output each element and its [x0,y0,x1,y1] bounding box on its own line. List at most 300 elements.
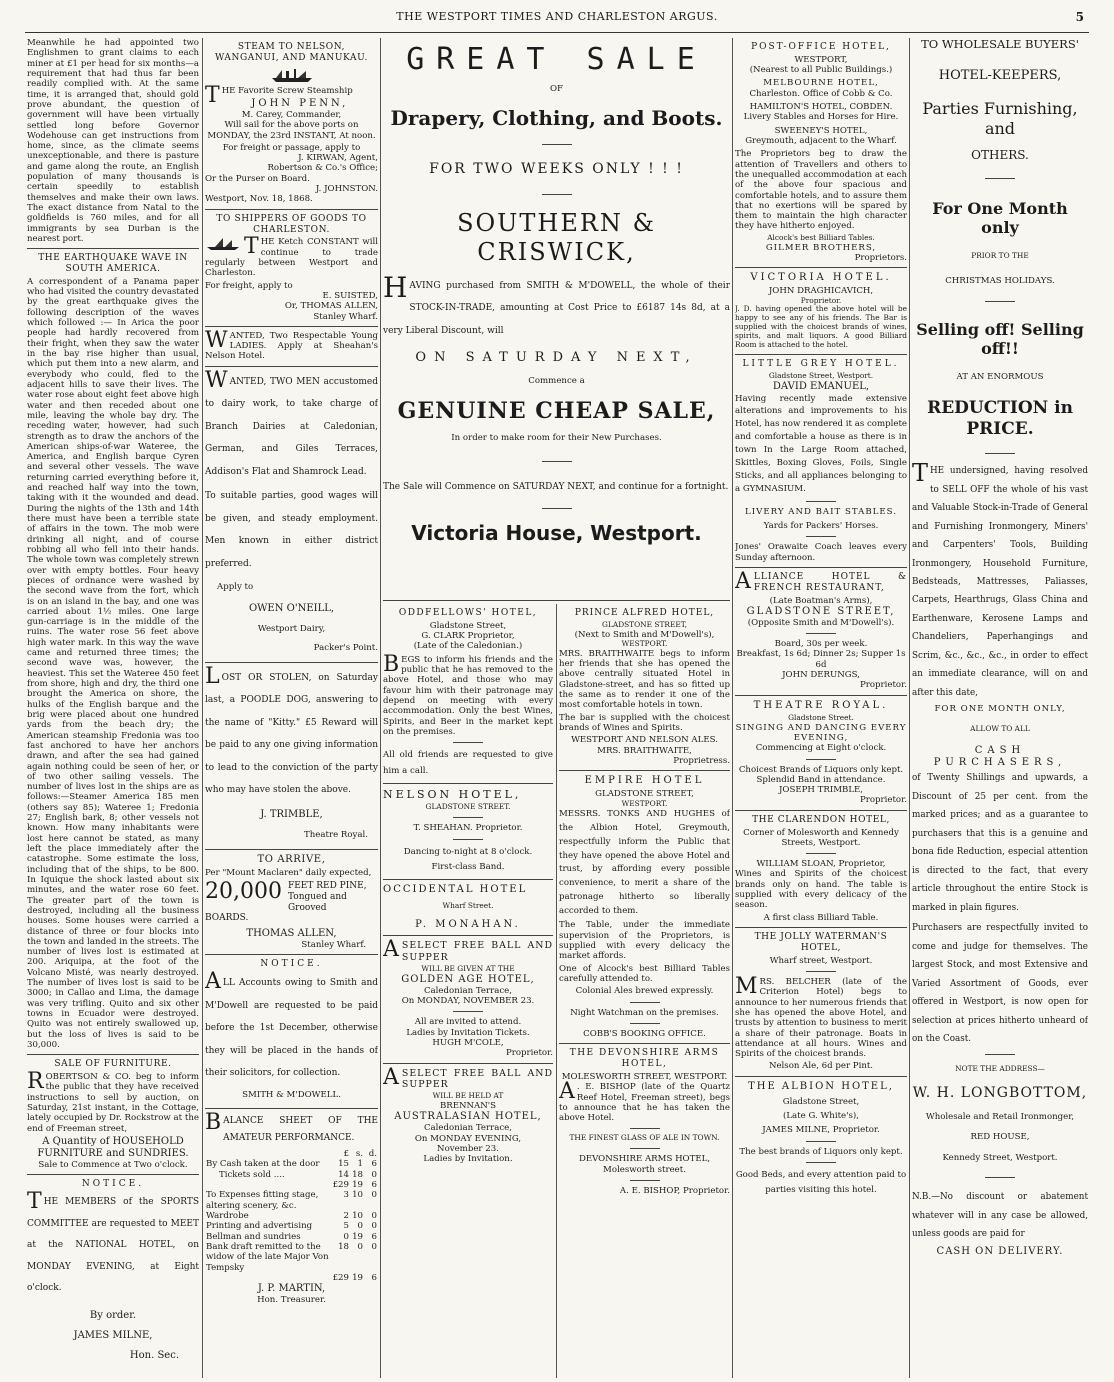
shillings: 19 [352,1231,363,1242]
divider [542,461,572,462]
prince-bar: The bar is supplied with the choicest brands of Wines and Spirits. [559,712,730,734]
column-divider [202,38,203,1378]
little-grey-street: Gladstone Street, Westport. [768,370,874,380]
alcock-billiard: Alcock's best Billiard Tables. [767,232,875,242]
sale-commence-text: The Sale will Commence on SATURDAY NEXT, and continue for a fortnight. [383,481,729,492]
column-3b [559,604,730,1378]
divider [630,1180,660,1181]
divider [542,144,572,145]
ironmonger-trade: Wholesale and Retail Ironmonger, [925,1112,1075,1123]
pence: 6 [371,1159,377,1170]
table-row [205,1211,378,1221]
table-row [205,1170,378,1180]
page-header [0,10,1114,32]
purser-line: Or the Purser on Board. [205,173,310,184]
for-one-month: FOR ONE MONTH ONLY, [934,704,1066,715]
invited-text: Purchasers are respectfully invited to come and judge for themselves. The largest Stock, and most Extensive and Varied Assortment of Goods, ever offered in Westport, is now open for selection at prices hitherto unheard of on the Coast. [912,923,1088,1045]
page-number: 5 [1075,10,1084,24]
pence: 0 [371,1241,377,1252]
albion-beds: Good Beds, and every attention paid to parties visiting this hotel. [735,1170,907,1196]
column-divider [909,38,910,1378]
row-label: By Cash taken at the door [206,1159,320,1170]
arrive-ship: Per "Mount Maclaren" daily expected, [205,867,372,878]
little-grey-text: Having recently made extensive alterations and improvements to his Hotel, has now rendered it as complete and comfortable a house as there is in town In the Large Room attached, Skittles, Boxing Gloves, Foils, Single Sticks, and all appliances belonging to a GYMNASIUM. [735,393,907,494]
earthquake-heading: THE EARTHQUAKE WAVE IN SOUTH AMERICA. [38,253,188,275]
clarendon-billiard: A first class Billiard Table. [763,912,879,923]
ball-given: WILL BE GIVEN AT THE [421,963,515,973]
prince-proprietor: MRS. BRAITHWAITE, [597,745,692,756]
drop-cap: M [735,973,758,999]
sports-notice-text: HE MEMBERS of the SPORTS COMMITTEE are requested to MEET at the NATIONAL HOTEL, on MONDAY EVENING, at Eight o'clock. [27,1197,199,1294]
table-row [205,1221,378,1231]
board-price: Board, 30s per week. [774,639,868,650]
two-weeks-line: FOR TWO WEEKS ONLY ! ! ! [429,161,684,178]
wanted-men-ad: WANTED, TWO MEN accustomed to dairy work, to take charge of Branch Dairies at Caledonian, German, and Giles Terraces, Addison's Flat and Shamrock Lead. [205,367,378,477]
ad-date: Westport, Nov. 18, 1868. [205,194,313,205]
advertiser-place: Stanley Wharf. [301,940,366,951]
furniture-ad [27,1069,199,1134]
drapery-title: Drapery, Clothing, and Boots. [390,106,723,131]
occidental-street: Wharf Street. [442,901,494,911]
derungs-name: JOHN DERUNGS, [782,670,860,681]
treasurer-role: Hon. Treasurer. [257,1295,326,1306]
cash-on-delivery: CASH ON DELIVERY. [936,1245,1064,1257]
kennedy-street: Kennedy Street, Westport. [942,1152,1058,1163]
reduction-in-price: REDUCTION in PRICE. [927,398,1073,439]
cobb-booking: COBB'S BOOKING OFFICE. [583,1028,706,1039]
devonshire-text: A . E. BISHOP (late of the Quartz Reef Hotel, Freeman street), begs to announce that he has taken the above Hotel. [559,1079,730,1124]
theatre-liquors: Choicest Brands of Liquors only kept. [738,764,904,775]
prince-street: GLADSTONE STREET, [602,619,687,629]
victoria-text: J. D. having opened the above hotel will be happy to see any of his friends. The Bar is supplied with the choicest brands of wines, spirits, and malt liquors. A good Billiard Room is attached to the hotel. [735,304,907,349]
shillings: 18 [352,1169,363,1180]
melbourne-hotel: MELBOURNE HOTEL, [763,78,879,89]
row-label: Printing and advertising [206,1221,313,1232]
prince-town: WESTPORT. [621,638,668,648]
divider [205,849,378,850]
advertiser-name: J. TRIMBLE, [260,808,323,820]
theatre-band: Splendid Band in attendance. [756,774,886,785]
devonshire-street: MOLESWORTH STREET, WESTPORT. [561,1071,728,1082]
little-grey-proprietor: DAVID EMANUEL, [772,380,870,392]
shillings: 0 [357,1241,363,1252]
enormous-label: AT AN ENORMOUS [956,372,1044,383]
ball-invitation: Ladies by Invitation. [423,1154,513,1165]
agent-name: Or, THOMAS ALLEN, [284,301,378,312]
drop-cap: A [383,1064,400,1090]
victoria-hotel-heading: VICTORIA HOTEL. [750,272,892,284]
divider [630,1128,660,1129]
oddfellows-heading: ODDFELLOWS' HOTEL, [398,608,538,618]
column-5 [912,38,1088,1378]
divider [806,1141,836,1142]
divider [559,770,730,771]
column-header: £ [343,1149,349,1160]
notice-signatory: SMITH & M'DOWELL. [242,1089,341,1100]
divider [453,742,483,743]
shillings: 19 [352,1180,363,1191]
prince-ales: WESTPORT AND NELSON ALES. [571,735,718,746]
others-label: OTHERS. [971,147,1029,162]
on-saturday: ON SATURDAY NEXT, [415,350,698,366]
jolly-street: Wharf street, Westport. [769,955,873,966]
divider [453,839,483,840]
advertiser-place: Theatre Royal. [304,829,368,840]
pence: 0 [371,1190,377,1201]
advertiser-name: THOMAS ALLEN, [246,928,337,940]
freight-line: For freight, apply to [205,280,293,291]
livery-stables: LIVERY AND BAIT STABLES. [745,506,897,517]
hotel-keepers: HOTEL-KEEPERS, [938,67,1062,83]
coach-text: Jones' Orawaite Coach leaves every Sunday afternoon. [735,542,907,563]
drop-cap: R [27,1069,44,1095]
furniture-heading: SALE OF FURNITURE. [54,1059,172,1070]
drop-cap: W [205,327,228,353]
divider [205,1108,378,1109]
shillings: 0 [357,1221,363,1232]
pounds: 3 [343,1190,349,1201]
empire-table: The Table, under the immediate supervision of the Proprietors, is supplied with every delicacy the market affords. [559,920,730,962]
hamiltons-hotel: HAMILTON'S HOTEL, COBDEN. [749,102,893,113]
ball-date: On MONDAY EVENING, [414,1133,522,1144]
table-row [205,1159,378,1169]
drop-cap: T [244,234,259,260]
column-header: d. [368,1149,377,1160]
divider [383,1063,553,1064]
genuine-sale-title: GENUINE CHEAP SALE, [397,398,716,425]
drop-cap: T [912,459,929,488]
divider [27,1174,199,1175]
divider [806,853,836,854]
agent-name: E. SUISTED, [322,290,378,301]
jolly-text: MRS. BELCHER (late of the Criterion Hotel) begs to announce to her numerous friends that she has opened the above Hotel, and trusts by attention to business to merit a share of their patronage. Boats in attendance at all hours. Wines and Spirits of the choicest brands. [735,973,907,1060]
pounds: 18 [338,1241,349,1252]
drop-cap: T [205,82,220,108]
steam-heading: STEAM TO NELSON, WANGANUI, AND MANUKAU. [215,42,368,63]
arrive-heading: TO ARRIVE, [257,853,326,865]
theatre-role: Proprietor. [859,795,907,806]
header-rule [25,32,1089,33]
nelson-street: GLADSTONE STREET. [425,802,511,812]
nb-text: N.B.—No discount or abatement whatever will in any case be allowed, unless goods are paid for [912,1192,1088,1240]
victoria-role: Proprietor. [800,295,842,305]
australasian-hotel: AUSTRALASIAN HOTEL, [394,1111,542,1123]
prince-text: MRS. BRAITHWAITE begs to inform her friends that she has opened the above centrally situated Hotel in Gladstone-street, and has so fitted up the same as to render it one of the most comfortable hotels in town. [559,648,730,711]
divider [985,1177,1015,1178]
longbottom-name: W. H. LONGBOTTOM, [912,1085,1088,1102]
one-month-only: For One Month only [932,199,1068,238]
oddfellows-street: Gladstone Street, [429,620,507,631]
little-grey-heading: LITTLE GREY HOTEL. [742,358,900,369]
divider [542,194,572,195]
divider [806,1162,836,1163]
row-label: Bank draft remitted to the widow of the late Major Von Tempsky [206,1241,329,1273]
notice-name: JAMES MILNE, [73,1330,153,1342]
melbourne-sub: Charleston. Office of Cobb & Co. [749,88,893,99]
table-row [205,1242,378,1273]
pounds: 14 [338,1169,349,1180]
oddfellows-late: (Late of the Caledonian.) [413,641,523,652]
agent-office: Robertson & Co.'s Office; [267,163,378,174]
divider [806,501,836,502]
pence: 6 [371,1231,377,1242]
theatre-singing: SINGING AND DANCING EVERY EVENING, [735,722,907,743]
note-address: NOTE THE ADDRESS— [955,1063,1045,1073]
row-label [205,1273,332,1283]
column-1 [27,38,199,1378]
brennans-label: BRENNAN'S [439,1101,497,1112]
row-label [205,1180,332,1190]
pounds: 5 [343,1221,349,1232]
drop-cap: W [205,367,228,393]
devonshire-heading: THE DEVONSHIRE ARMS HOTEL, [569,1048,720,1070]
table-header-row [205,1149,378,1159]
gilmer-brothers: GILMER BROTHERS, [765,242,877,253]
freight-line: For freight or passage, apply to [222,142,361,153]
divider [383,783,553,784]
ball-host: HUGH M'COLE, [432,1038,504,1049]
accounts-notice: ALL Accounts owing to Smith and M'Dowell are requested to be paid before the 1st December, otherwise they will be placed in the hands of their solicitors, for collection. [205,969,378,1079]
pounds: 0 [343,1231,349,1242]
devonshire-mstreet: Molesworth street. [603,1164,686,1175]
natal-article: Meanwhile he had appointed two Englishmen to grant claims to each miner at £1 per head for six months—a requirement that had thus far been readily complied with. At the same time, it is arranged that, should gold prove abundant, the question of government will have been virtually settled long before Governor Wodehouse can get instructions from home, since, as the climate seems unexceptionable, and there is pasture and game along the route, an English population of many thousands is certain speedily to establish themselves and make their own laws. The exact distance from Natal to the goldfields is 760 miles, and for all immigrants by sea Durban is the nearest port. [27,38,199,244]
oddfellows-text: BEGS to inform his friends and the public that he has removed to the above Hotel, and those who may favour him with their patronage may depend on meeting with every accommodation. Only the best Wines, Spirits, and Beer in the market kept on the premises. [383,651,553,737]
alliance-heading: ALLIANCE HOTEL & FRENCH RESTAURANT, [735,568,907,594]
ketch-ad: THE Ketch CONSTANT will continue to trade regularly between Westport and Charleston. [205,234,378,279]
post-town: WESTPORT, [794,54,848,65]
ball-tickets: Ladies by Invitation Tickets. [406,1027,530,1038]
arrive-pine [205,878,378,913]
jolly-ale: Nelson Ale, 6d per Pint. [768,1061,874,1072]
empire-watch: Night Watchman on the premises. [570,1007,719,1018]
divider [806,633,836,634]
ketch-icon [205,237,241,251]
drop-cap: A [383,937,400,963]
clarendon-address: Corner of Molesworth and Kennedy Streets, Westport. [743,827,899,848]
column-2 [205,38,378,1378]
divider [735,1076,907,1077]
parties-furnishing: Parties Furnishing, and [922,99,1078,138]
nelson-band: First-class Band. [431,862,505,873]
victoria-proprietor: JOHN DRAGHICAVICH, [768,286,874,297]
ball-invited: All are invited to attend. [414,1017,522,1028]
albion-heading: THE ALBION HOTEL, [748,1080,894,1092]
empire-town: WESTPORT. [621,798,668,808]
advertiser-place: Packer's Point. [313,642,378,653]
divider [27,1054,199,1055]
meal-prices: Breakfast, 1s 6d; Dinner 2s; Supper 1s 6d [736,649,906,670]
commander: M. Carey, Commander, [241,109,342,120]
sweeneys-hotel: SWEENEY'S HOTEL, [774,125,868,136]
row-label: Wardrobe [206,1210,249,1221]
notice-heading: NOTICE. [81,1179,145,1190]
divider [735,267,907,268]
devonshire-sign: A. E. BISHOP, Proprietor. [619,1185,730,1196]
divider [542,508,572,509]
post-office-heading: POST-OFFICE HOTEL, [751,42,891,52]
pounds: 15 [338,1159,349,1170]
table-total-row [205,1273,378,1283]
furniture-text: OBERTSON & CO. beg to inform the public that they have received instructions to sell by auction, on Saturday, 21st instant, in the Cottage, lately occupied by Dr. Rockstrow at the end of Freeman street, [27,1072,199,1134]
jolly-waterman-heading: THE JOLLY WATERMAN'S HOTEL, [754,932,888,953]
sports-notice [27,1189,199,1300]
albion-late: (Late G. White's), [783,1111,859,1122]
notice-order: By order. [89,1310,137,1322]
alliance-street: GLADSTONE STREET, [746,605,896,617]
divider [985,1054,1015,1055]
alliance-opposite: (Opposite Smith and M'Dowell's). [747,617,895,628]
divider [205,326,378,327]
ship-name: JOHN PENN, [251,97,349,109]
devonshire-ale: THE FINEST GLASS OF ALE IN TOWN. [569,1133,720,1143]
steamship-icon [268,66,316,84]
balance-sheet-table [205,1149,378,1283]
pence: 0 [371,1210,377,1221]
earthquake-article: A correspondent of a Panama paper who had visited the country devastated by the great earthquake gives the following description of the waves which followed :— In Arica the poor people had hardly recovered from their fright, when they saw the water in the bay rise higher than usual, which put them into a new alarm, and everybody who could, fled to the adjacent hills to save their lives. The water rose about eight feet above high water and then receded about one mile, leaving the whole bay dry. The receding water, however, had such strength as to draw the anchors of the American ships-of-war Wateree, the America, and English barque Cyren and several other vessels. The wave returning carried everything before it, and reached half way into the town, taking with it the wounded and dead. During the nights of the 13th and 14th there must have been a terrible state of affairs in the town. The mob were drinking all night, and of course robbing all who fell into their hands. The whole town was completely strewn over with empty bottles. Four heavy pieces of ordnance were washed by the second wave from the fort, which is on an island in the bay, and one was carried about 1½ miles. One large gun-carriage is in the middle of the ruins. The water rose 56 feet above high water mark. In this way the wave came and returned three times; the second wave was, however, the heaviest. This set the Wateree 450 feet from shore, high and dry, the third one brought the America on shore, the hulks of the English barque and the brig were placed about one hundred yards from the beach dry; the American steamship Fredonia was too fast anchored to have her anchors drawn, and after the sea had gained again nothing could be seen of her, or of two other sailing vessels. The number of lives lost in the ships are as follows:—Steamer America 185 men (others say 85); Wateree 1; Fredonia 27; English bark, 8; other vessels not known. How many inhabitants were lost here cannot be stated, as many left the place immediately after the catastrophe. Some estimate the loss, including that of the ships, to be 800. In Iquique the shock lasted about six minutes, and the water rose 60 feet. The greater part of the town is destroyed, including all the business houses. Some houses were carried a distance of three or four blocks into the town and landed in the streets. The number of lives lost is estimated at 200. Ariquipa, at the foot of the Volcano Misté, was nearly destroyed. The number of lives lost is said to be 3000; in Callao and Lima, the damage was very trifling. Quito and six other towns in Ecuador were destroyed. Quito was not entirely swallowed up, but the loss of lives is said to be 30,000. [27,276,199,1050]
divider [806,536,836,537]
drop-cap: A [205,969,221,995]
divider [205,366,378,367]
victoria-house-title: Victoria House, Westport. [411,521,702,546]
occidental-heading: OCCIDENTAL HOTEL [383,884,528,896]
drop-cap: T [27,1189,42,1215]
divider [735,810,907,811]
column-3a [383,604,553,1378]
clarendon-heading: THE CLARENDON HOTEL, [752,814,890,825]
notice-heading: NOTICE. [260,959,323,970]
divider [735,695,907,696]
oddfellows-proprietor: G. CLARK Proprietor, [421,631,515,642]
divider [806,971,836,972]
great-sale-title: GREAT SALE [406,42,707,77]
occidental-proprietor: P. MONAHAN. [415,919,521,931]
empire-billiard: One of Alcock's best Billiard Tables carefully attended to. [559,963,730,985]
theatre-proprietor: JOSEPH TRIMBLE, [778,785,864,796]
empire-text: MESSRS. TONKS AND HUGHES of the Albion Hotel, Greymouth, respectfully inform the Public that they have opened the above Hotel and trust, by affording every possible convenience, to merit a share of the patronage hitherto so liberally accorded to them. [559,809,730,916]
ball-golden-age: ASELECT FREE BALL AND SUPPER [383,937,553,963]
divider [985,178,1015,179]
column-header: s. [355,1149,363,1160]
pounds: £29 [332,1272,349,1283]
divider [630,1148,660,1149]
great-sale-advert [383,38,730,600]
drop-cap: A [735,568,752,594]
selling-off: Selling off! Selling off!! [916,319,1084,358]
column-divider [380,38,381,1378]
furniture-time: Sale to Commence at Two o'clock. [38,1159,188,1170]
advertiser-place: Westport Dairy, [257,623,326,634]
sailing-info: Will sail for the above ports on MONDAY, the 23rd INSTANT, At noon. [207,120,376,141]
theatre-street: Gladstone Street. [788,712,854,722]
pence: 6 [371,1180,377,1191]
masthead-title: THE WESTPORT TIMES AND CHARLESTON ARGUS. [396,10,718,23]
commence-label: Commence a [528,375,585,386]
firm-name: SOUTHERN & CRISWICK, [457,209,656,266]
row-label: Tickets sold .... [219,1169,285,1180]
pine-quantity: 20,000 [205,878,282,904]
divider [806,759,836,760]
sweeneys-sub: Greymouth, adjacent to the Wharf. [745,135,897,146]
drop-cap: B [383,651,400,677]
ball-date: On MONDAY, NOVEMBER 23. [401,996,535,1007]
empire-ales: Colonial Ales brewed expressly. [575,986,714,997]
prince-role: Proprietress. [673,755,730,766]
table-row [205,1190,378,1211]
row-label: To Expenses fitting stage, altering scenery, &c. [206,1190,319,1211]
divider [735,354,907,355]
clarendon-proprietor: WILLIAM SLOAN, Proprietor, [756,859,886,870]
treasurer-name: J. P. MARTIN, [257,1283,326,1295]
albion-street: Gladstone Street, [782,1096,860,1107]
divider [27,248,199,249]
devonshire-name: DEVONSHIRE ARMS HOTEL, [578,1154,711,1165]
albion-liquors: The best brands of Liquors only kept. [739,1146,903,1157]
signatory: J. JOHNSTON. [315,184,378,195]
pounds: £29 [332,1180,349,1191]
drop-cap: B [205,1109,222,1135]
packers-yards: Yards for Packers' Horses. [763,520,879,531]
row-label: Bellman and sundries [206,1231,301,1242]
empire-street: GLADSTONE STREET, [595,789,694,800]
pence: 0 [371,1221,377,1232]
divider [453,1011,483,1012]
pence: 0 [371,1169,377,1180]
pine-description: FEET RED PINE, Tongued and Grooved [287,880,367,913]
of-label: OF [549,84,563,94]
christmas-holidays: CHRISTMAS HOLIDAYS. [945,276,1055,287]
oddfellows-friends: All old friends are requested to give him a call. [383,750,553,776]
column-divider [732,38,733,1378]
drop-cap: H [383,270,408,304]
theatre-time: Commencing at Eight o'clock. [755,743,887,754]
divider [383,600,730,601]
empire-heading: EMPIRE HOTEL [584,775,705,787]
furniture-quantity: A Quantity of HOUSEHOLD FURNITURE and SUNDRIES. [37,1135,189,1159]
allow-label: ALLOW TO ALL [970,723,1030,733]
divider [985,453,1015,454]
wholesale-buyers: TO WHOLESALE BUYERS' [921,38,1079,51]
divider [453,817,483,818]
clarendon-text: Wines and Spirits of the choicest brands only on hand. The table is supplied with every delicacy of the season. [735,869,907,911]
column-4 [735,38,907,1378]
shillings: 1 [357,1159,363,1170]
pence: 6 [371,1272,377,1283]
boards-label: BOARDS. [205,913,249,924]
john-penn-intro: THE Favorite Screw Steamship [205,82,353,108]
notice-role: Hon. Sec. [129,1350,179,1362]
divider [985,301,1015,302]
theatre-royal-heading: THEATRE ROYAL. [753,699,889,711]
red-house: RED HOUSE, [970,1132,1030,1143]
divider [630,1002,660,1003]
shillings: 10 [352,1190,363,1201]
discount-text: of Twenty Shillings and upwards, a Discount of 25 per cent. from the marked prices; and as a guarantee to purchasers that this is a genuine and bona fide Reduction, especial attention is directed to the fact, that every article throughout the entire Stock is marked in plain figures. [912,773,1088,913]
divider [735,927,907,928]
ball-day: November 23. [437,1144,499,1155]
table-total-row [205,1180,378,1190]
ball-host-role: Proprietor. [505,1048,553,1059]
prince-alfred-heading: PRINCE ALFRED HOTEL, [574,608,715,618]
prior-to: PRIOR TO THE [971,250,1029,260]
table-row [205,1232,378,1242]
lost-dog-ad: LOST OR STOLEN, on Saturday last, a POODLE DOG, answering to the name of "Kitty." £5 Reward will be paid to any one giving information to lead to the conviction of the party who may have stolen the above. [205,663,378,796]
ball-terrace: Caledonian Terrace, [423,1123,512,1134]
purchase-text: HAVING purchased from SMITH & M'DOWELL, the whole of their STOCK-IN-TRADE, amounting at Cost Price to £6187 14s 8d, at a very Liberal Discount, will [383,270,730,336]
nelson-proprietor: T. SHEAHAN. Proprietor. [413,823,523,834]
cash-purchasers: CASH PURCHASERS, [933,745,1067,769]
divider [383,935,553,936]
proprietors-text: The Proprietors beg to draw the attention of Travellers and others to the unequalled accommodation at each of the above four spacious and comfortable hotels, and to assure them that no exertions will be spared by them to maintain the high character they have hitherto enjoyed. [735,149,907,232]
